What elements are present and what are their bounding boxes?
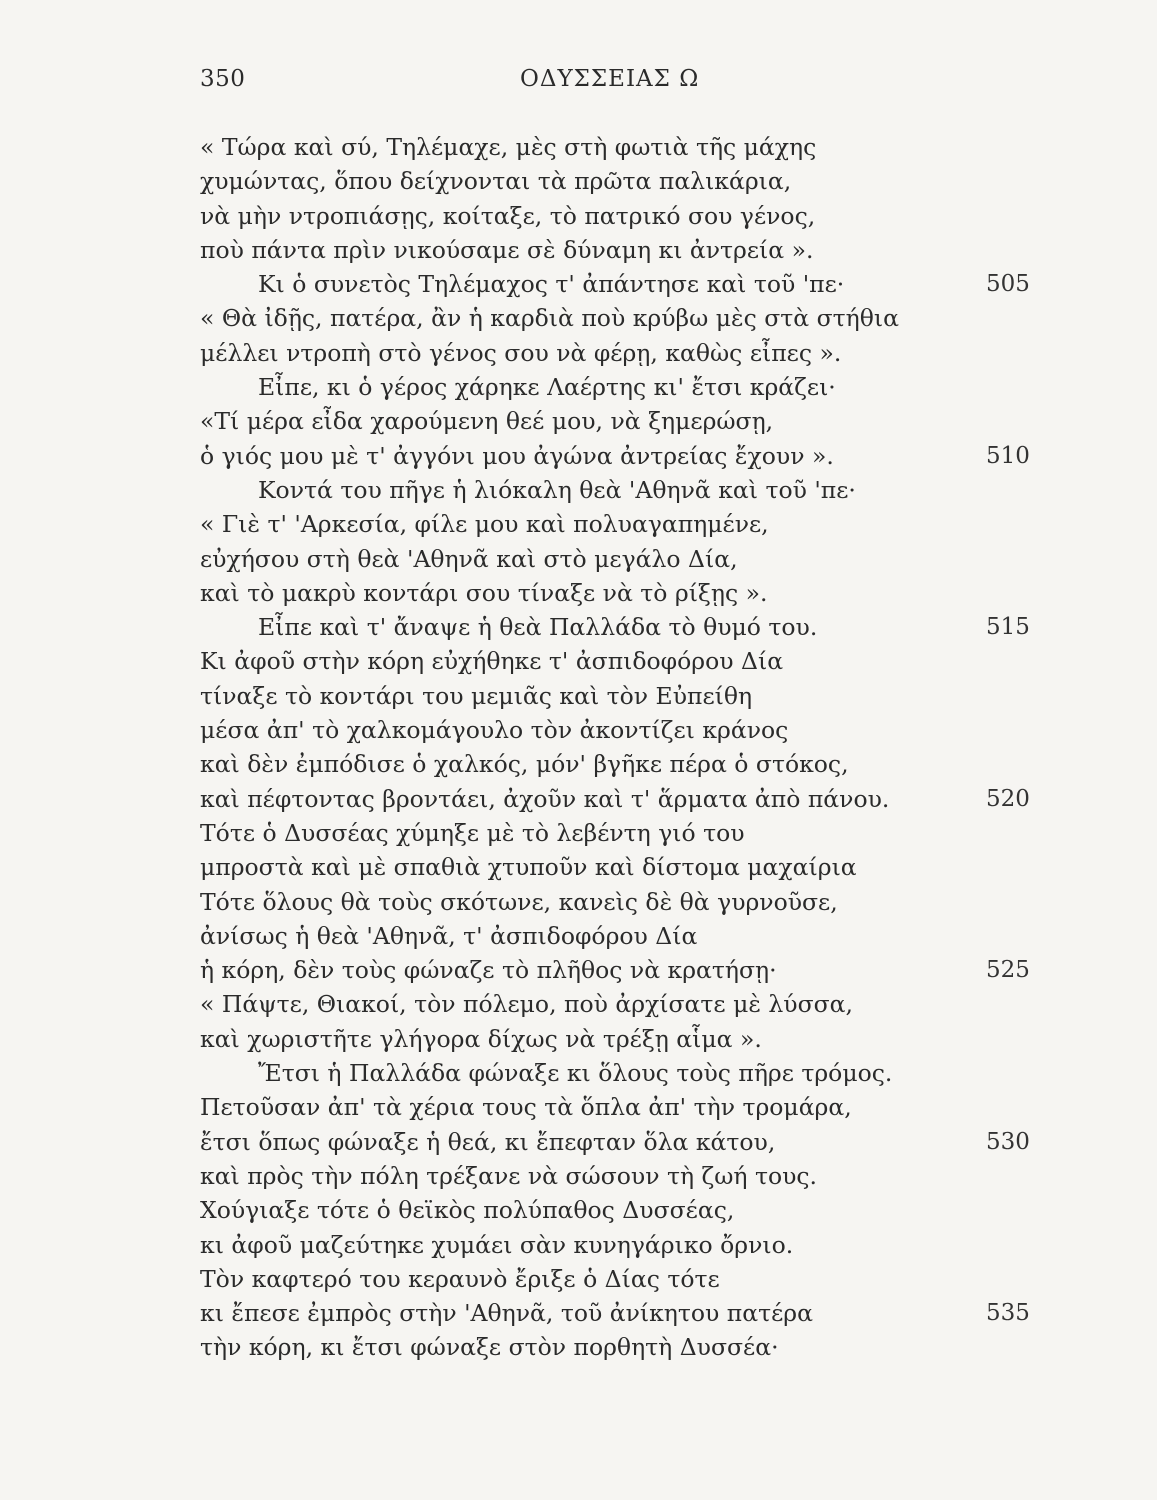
verse-line — [200, 1022, 1060, 1056]
verse-line — [200, 336, 1060, 370]
verse-line — [200, 507, 1060, 541]
verse-text: κι ἀφοῦ μαζεύτηκε χυμάει σὰν κυνηγάρικο ὄρνιο. — [200, 1230, 794, 1259]
verse-text: καὶ πέφτοντας βροντάει, ἀχοῦν καὶ τ' ἅρματα ἀπὸ πάνου. — [200, 784, 890, 813]
verse-line — [200, 953, 1060, 987]
verse-text: καὶ τὸ μακρὺ κοντάρι σου τίναξε νὰ τὸ ρίξῃς ». — [200, 578, 768, 607]
verse-text: ἀνίσως ἡ θεὰ 'Αθηνᾶ, τ' ἀσπιδοφόρου Δία — [200, 921, 698, 950]
verse-text: Τὸν καφτερό του κεραυνὸ ἔριξε ὁ Δίας τότε — [200, 1264, 720, 1293]
verse-text: τίναξε τὸ κοντάρι του μεμιᾶς καὶ τὸν Εὐπείθη — [200, 681, 753, 710]
verse-block — [200, 130, 1060, 1365]
verse-line — [200, 679, 1060, 713]
line-number: 515 — [986, 614, 1030, 641]
line-number: 535 — [986, 1300, 1030, 1327]
verse-line — [200, 130, 1060, 164]
verse-text: Χούγιαξε τότε ὁ θεϊκὸς πολύπαθος Δυσσέας, — [200, 1196, 735, 1225]
verse-line — [200, 885, 1060, 919]
verse-text: καὶ πρὸς τὴν πόλη τρέξανε νὰ σώσουν τὴ ζωή τους. — [200, 1161, 818, 1190]
verse-line — [200, 1090, 1060, 1124]
running-title: ΟΔΥΣΣΕΙΑΣ Ω — [520, 66, 700, 92]
verse-text: νὰ μὴν ντροπιάσῃς, κοίταξε, τὸ πατρικό σου γένος, — [200, 201, 816, 230]
verse-text: Εἶπε, κι ὁ γέρος χάρηκε Λαέρτης κι' ἔτσι κράζει· — [258, 373, 836, 402]
verse-line — [200, 850, 1060, 884]
verse-text: μπροστὰ καὶ μὲ σπαθιὰ χτυποῦν καὶ δίστομα μαχαίρια — [200, 853, 857, 882]
verse-text: ἔτσι ὅπως φώναξε ἡ θεά, κι ἔπεφταν ὅλα κάτου, — [200, 1127, 776, 1156]
verse-text: « Θὰ ἰδῇς, πατέρα, ἂν ἡ καρδιὰ ποὺ κρύβω μὲς στὰ στήθια — [200, 304, 899, 333]
verse-line — [200, 919, 1060, 953]
verse-text: μέσα ἀπ' τὸ χαλκομάγουλο τὸν ἀκοντίζει κράνος — [200, 716, 789, 745]
verse-text: εὐχήσου στὴ θεὰ 'Αθηνᾶ καὶ στὸ μεγάλο Δία, — [200, 544, 738, 573]
verse-line — [200, 404, 1060, 438]
verse-text: « Πάψτε, Θιακοί, τὸν πόλεμο, ποὺ ἀρχίσατε μὲ λύσσα, — [200, 990, 854, 1019]
verse-text: τὴν κόρη, κι ἔτσι φώναξε στὸν πορθητὴ Δυσσέα· — [200, 1333, 779, 1362]
verse-line — [200, 301, 1060, 335]
verse-line — [200, 1125, 1060, 1159]
verse-line — [200, 747, 1060, 781]
line-number: 520 — [986, 785, 1030, 812]
verse-text: Κι ἀφοῦ στὴν κόρη εὐχήθηκε τ' ἀσπιδοφόρου Δία — [200, 647, 784, 676]
verse-line — [200, 1262, 1060, 1296]
verse-text: Κοντά του πῆγε ἡ λιόκαλη θεὰ 'Αθηνᾶ καὶ τοῦ 'πε· — [258, 475, 856, 504]
verse-text: κι ἔπεσε ἐμπρὸς στὴν 'Αθηνᾶ, τοῦ ἀνίκητου πατέρα — [200, 1299, 813, 1328]
verse-text: Πετοῦσαν ἀπ' τὰ χέρια τους τὰ ὅπλα ἀπ' τὴν τρομάρα, — [200, 1093, 852, 1122]
verse-line — [200, 782, 1060, 816]
verse-line — [200, 1228, 1060, 1262]
verse-line — [200, 987, 1060, 1021]
verse-line — [200, 233, 1060, 267]
line-number: 530 — [986, 1128, 1030, 1155]
verse-text: ὁ γιός μου μὲ τ' ἀγγόνι μου ἀγώνα ἀντρείας ἔχουν ». — [200, 441, 834, 470]
verse-line — [200, 610, 1060, 644]
line-number: 505 — [986, 271, 1030, 298]
verse-text: χυμώντας, ὅπου δείχνονται τὰ πρῶτα παλικάρια, — [200, 167, 792, 196]
verse-line — [200, 576, 1060, 610]
verse-line — [200, 542, 1060, 576]
verse-line — [200, 1056, 1060, 1090]
verse-text: Τότε ὅλους θὰ τοὺς σκότωνε, κανεὶς δὲ θὰ γυρνοῦσε, — [200, 887, 838, 916]
verse-text: «Τί μέρα εἶδα χαρούμενη θεέ μου, νὰ ξημερώσῃ, — [200, 407, 774, 436]
verse-text: μέλλει ντροπὴ στὸ γένος σου νὰ φέρῃ, καθὼς εἶπες ». — [200, 338, 842, 367]
verse-line — [200, 1159, 1060, 1193]
verse-line — [200, 713, 1060, 747]
verse-line — [200, 439, 1060, 473]
verse-line — [200, 816, 1060, 850]
verse-line — [200, 1296, 1060, 1330]
verse-text: καὶ δὲν ἐμπόδισε ὁ χαλκός, μόν' βγῆκε πέρα ὁ στόκος, — [200, 750, 849, 779]
verse-line — [200, 644, 1060, 678]
verse-text: Εἶπε καὶ τ' ἄναψε ἡ θεὰ Παλλάδα τὸ θυμό του. — [258, 613, 818, 642]
verse-line — [200, 267, 1060, 301]
verse-text: Κι ὁ συνετὸς Τηλέμαχος τ' ἀπάντησε καὶ τοῦ 'πε· — [258, 270, 845, 299]
verse-text: « Τώρα καὶ σύ, Τηλέμαχε, μὲς στὴ φωτιὰ τῆς μάχης — [200, 133, 817, 161]
verse-text: ἡ κόρη, δὲν τοὺς φώναζε τὸ πλῆθος νὰ κρατήσῃ· — [200, 956, 777, 985]
verse-line — [200, 1330, 1060, 1364]
line-number: 510 — [986, 442, 1030, 469]
page-number: 350 — [200, 66, 246, 92]
verse-text: « Γιὲ τ' 'Αρκεσία, φίλε μου καὶ πολυαγαπημένε, — [200, 510, 769, 539]
verse-line — [200, 164, 1060, 198]
verse-text: Ἔτσι ἡ Παλλάδα φώναξε κι ὅλους τοὺς πῆρε τρόμος. — [258, 1059, 893, 1088]
verse-text: ποὺ πάντα πρὶν νικούσαμε σὲ δύναμη κι ἀντρεία ». — [200, 235, 814, 264]
verse-text: Τότε ὁ Δυσσέας χύμηξε μὲ τὸ λεβέντη γιό του — [200, 818, 745, 847]
verse-line — [200, 473, 1060, 507]
verse-line — [200, 199, 1060, 233]
line-number: 525 — [986, 957, 1030, 984]
verse-text: καὶ χωριστῆτε γλήγορα δίχως νὰ τρέξῃ αἷμα ». — [200, 1024, 762, 1053]
verse-line — [200, 370, 1060, 404]
verse-line — [200, 1193, 1060, 1227]
